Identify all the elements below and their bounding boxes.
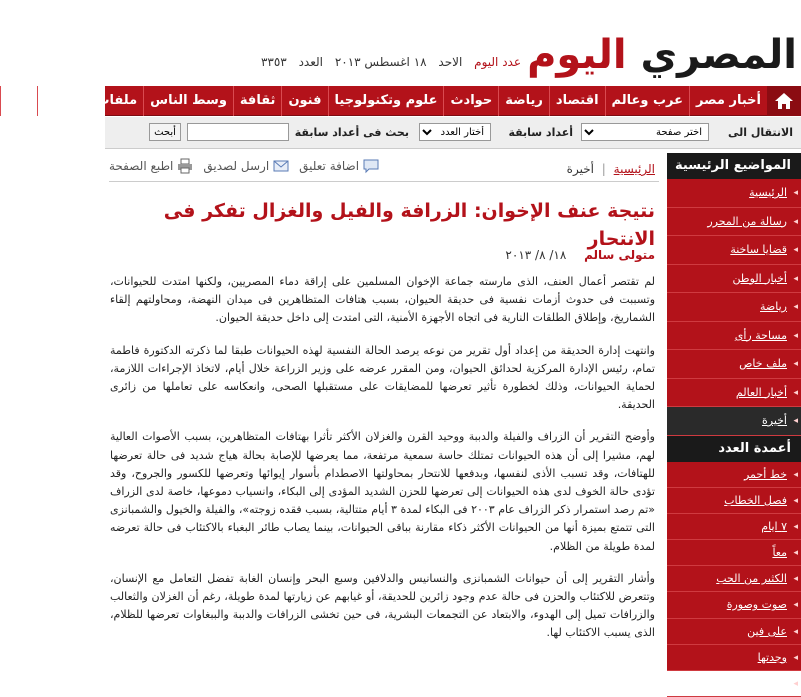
site-header [105, 0, 801, 86]
issue-number: ٣٣٥٣ [260, 55, 287, 69]
search-label: بحث فى أعداد سابقة [294, 126, 409, 139]
sidebar [667, 153, 801, 690]
main-nav [7, 86, 801, 116]
nav-item-reports[interactable]: ملفات وتقارير [37, 86, 143, 116]
goto-label: الانتقال الى [727, 126, 793, 139]
columns-title: أعمدة العدد [667, 436, 801, 462]
envelope-icon [273, 159, 289, 173]
article-area [105, 153, 661, 670]
issue-select[interactable] [419, 123, 491, 141]
comment-action[interactable] [299, 159, 379, 173]
article-actions [109, 159, 379, 173]
column-item-found-it[interactable]: ◂ وجدتها [667, 645, 801, 671]
column-item-7-days[interactable]: ◂ ٧ ايام [667, 514, 801, 540]
sidebar-item-national-news[interactable]: ◂ أخبار الوطن [667, 265, 801, 294]
home-button[interactable] [767, 86, 801, 116]
sidebar-item-home[interactable]: ◂ الرئيسية [667, 179, 801, 208]
send-label: ارسل لصديق [203, 159, 270, 173]
column-item-every-sunday[interactable]: ◂ كل أحد [667, 671, 801, 697]
nav-item-egypt-news[interactable]: أخبار مصر [689, 86, 767, 116]
column-item-fasl-alkhitab[interactable]: ◂ فصل الخطاب [667, 488, 801, 514]
breadcrumb-home[interactable]: الرئيسية [613, 162, 655, 176]
printer-icon [177, 159, 193, 173]
issue-day: الاحد [438, 55, 463, 69]
column-item-much-love[interactable]: ◂ الكثير من الحب [667, 566, 801, 592]
article-paragraph: وأشار التقرير إلى أن حيوانات الشمبانزى والنسانيس والدلافين وسبع البحر وإنسان الغابة تفضل التعامل مع الإنسان، وتتعرض للاكتئاب والحزن فى حالة عدم وجود زائرين للحديقة، أو غيابهم عن زيارتها لمدة طويلة، رغم أن الغزلان والثعالب والزرافات تميل إلى الهدوء، والابتعاد عن التجمعات البشرية، فى حين تخشى الزرافات والدببة والببغاوات تعرضها للظلام، الذى يسبب الاكتئاب لها. [110, 571, 655, 640]
article-byline [505, 248, 655, 262]
nav-item-culture[interactable]: ثقافة [233, 86, 282, 116]
article-paragraph: لم تقتصر أعمال العنف، الذى مارسته جماعة الإخوان المسلمين على إراقة دماء المصريين، ولكنها امتدت للحيوانات، وتسببت فى حدوث أزمات نفسية فى حديقة الحيوان، بسبب هتافات المتظاهرين فى ميدان النهضة، ومحاولتهم إلقاء الشماريخ، وإطلاق الطلقات النارية فى اتجاه الأجهزة الأمنية، التى امتدت إلى داخل حديقة الحيوان. [110, 275, 655, 325]
comment-icon [363, 159, 379, 173]
search-button[interactable]: أبحث [149, 123, 181, 141]
page-select[interactable] [581, 123, 709, 141]
divider [109, 181, 659, 182]
comment-label: اضافة تعليق [299, 159, 360, 173]
nav-item-economy[interactable]: اقتصاد [549, 86, 605, 116]
column-item-red-line[interactable]: ◂ خط أحمر [667, 462, 801, 488]
issue-label[interactable]: عدد اليوم [474, 55, 521, 69]
article-paragraph: وأوضح التقرير أن الزراف والفيلة والدببة ووحيد القرن والغزلان الأكثر تأثرا بهتافات المتظاهرين، بسبب الأصوات العالية لهم، مشيرا إلى أن هذه الحيوانات تمتلك حاسة سمعية مرتفعة، مما يعرضها للإصابة بحالة هياج شديد فى حالة تعرضها للهتافات، وقد تسبب الأذى لنفسها، وبدفعها للانتحار بمحاولتها الاصطدام بأسوار إيوائها وتعرضها للكسور والجروح، وقد تؤدى حالة الخوف لدى هذه الحيوانات إلى تعرضها للحزن الشديد المؤدى إلى البكاء، وانسياب دموعها، خاصة لدى الزراف «تم رصد استمرار ذكر الزراف عام ٢٠٠٣ فى البكاء لمدة ٣ أيام متتالية، بسبب فقده زوجته»، والفيلة والخيول والشمبانزى التى تتمتع بميزة أنها من الحيوانات الأكثر ذكاء مقارنة بباقى الحيوانات، بينما يصاب طائر البغباء بالاكتئاب فى حالة تعرضه لمدة طويلة من الظلام. [110, 430, 655, 553]
breadcrumb-separator: | [601, 162, 606, 176]
logo-main-text: المصري [640, 32, 797, 78]
sidebar-item-opinion[interactable]: ◂ مساحة رأى [667, 322, 801, 351]
nav-item-people[interactable]: وسط الناس [143, 86, 233, 116]
sidebar-item-world-news[interactable]: ◂ أخبار العالم [667, 379, 801, 408]
issue-number-label: العدد [298, 55, 323, 69]
breadcrumb-current: أخيرة [566, 162, 594, 176]
sidebar-item-last-page[interactable]: ◂ أخيرة [667, 407, 801, 436]
nav-item-opinion[interactable]: رأي [0, 86, 37, 116]
nav-item-incidents[interactable]: حوادث [443, 86, 498, 116]
site-logo[interactable] [527, 30, 797, 80]
nav-item-arts[interactable]: فنون [281, 86, 327, 116]
logo-accent-text: اليوم [527, 32, 627, 78]
article-paragraph: وانتهت إدارة الحديقة من إعداد أول تقرير من نوعه يرصد الحالة النفسية لهذه الحيوانات طبقا لما ذكرته الدكتورة فاطمة تمام، رئيس الإدارة المركزية لحدائق الحيوان، ومن المقرر عرضه على وزير الزراعة خلال أيام، لاتخاذ الإجراءات اللازمة، لحماية الحيوانات، وذلك لخطورة تأثير تعرضها للمضايقات على مستقبلها الصحى، وانعكاسه على تعاملها من زائرى الحديقة. [110, 343, 655, 412]
sidebar-item-hot-issues[interactable]: ◂ قضايا ساخنة [667, 236, 801, 265]
archive-toolbar [105, 117, 801, 149]
sidebar-item-sports[interactable]: ◂ رياضة [667, 293, 801, 322]
back-issues-label: أعداد سابقة [508, 126, 573, 139]
article-body [110, 273, 655, 657]
column-item-where-to[interactable]: ◂ على فين [667, 619, 801, 645]
print-label: اطبع الصفحة [109, 159, 174, 173]
send-action[interactable] [203, 159, 289, 173]
issue-date: ١٨ اغسطس ٢٠١٣ [334, 55, 427, 69]
breadcrumb [567, 162, 655, 176]
nav-item-science-tech[interactable]: علوم وتكنولوجيا [328, 86, 444, 116]
home-icon [774, 92, 794, 110]
sidebar-title: المواضيع الرئيسية [667, 153, 801, 179]
column-item-sound-image[interactable]: ◂ صوت وصورة [667, 592, 801, 618]
issue-info [253, 55, 521, 69]
search-input[interactable] [187, 123, 289, 141]
sidebar-item-editor-letter[interactable]: ◂ رسالة من المحرر [667, 208, 801, 237]
column-item-together[interactable]: ◂ معاً [667, 540, 801, 566]
nav-item-arab-world[interactable]: عرب وعالم [605, 86, 689, 116]
article-title: نتيجة عنف الإخوان: الزرافة والفيل والغزال تفكر فى الانتحار [163, 200, 655, 250]
article-date: ١٨/ ٨/ ٢٠١٣ [505, 248, 567, 262]
nav-item-sports[interactable]: رياضة [498, 86, 549, 116]
print-action[interactable] [109, 159, 193, 173]
article-author[interactable]: متولى سالم [584, 248, 655, 262]
sidebar-item-special-file[interactable]: ◂ ملف خاص [667, 350, 801, 379]
